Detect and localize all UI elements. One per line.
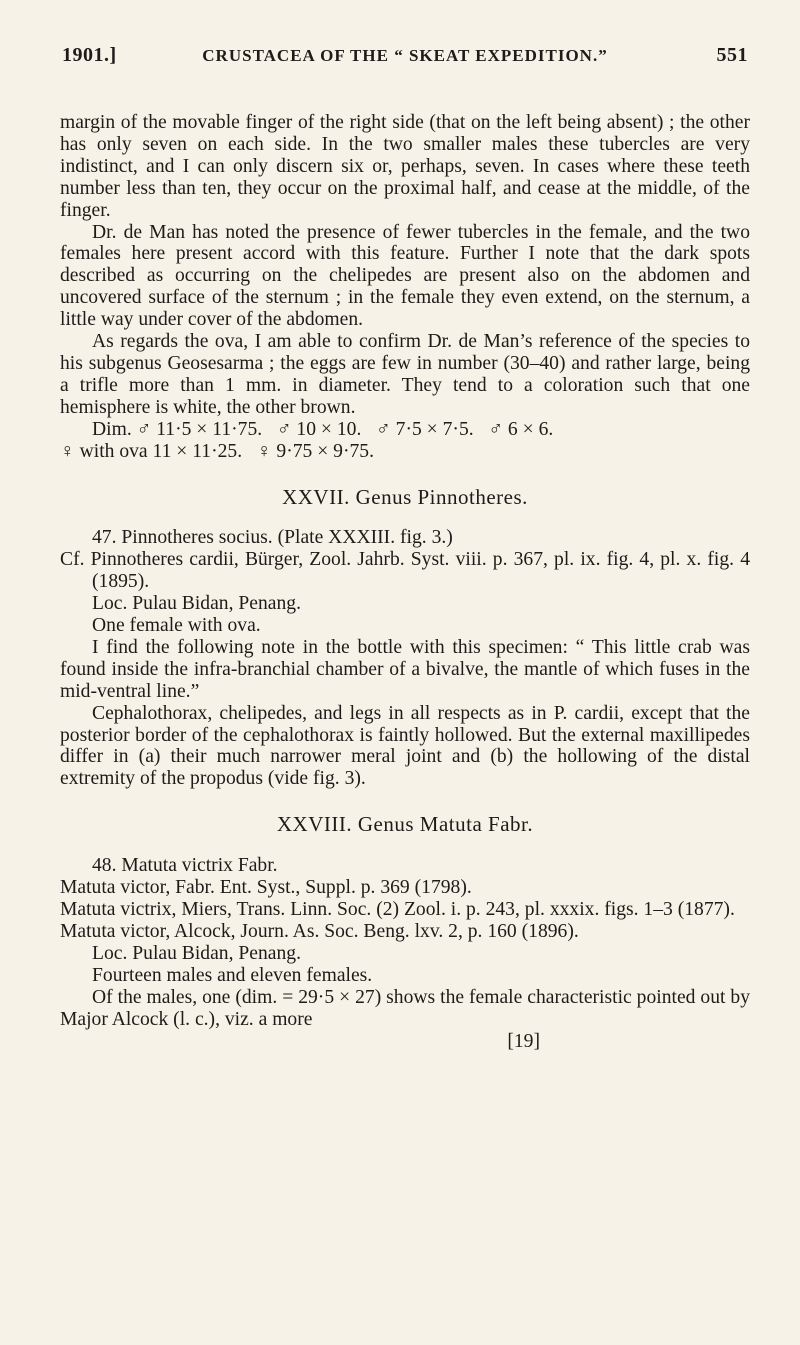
species-47-material: One female with ova. (92, 615, 261, 637)
paragraph-males: Of the males, one (dim. = 29·5 × 27) shows the female characteristic pointed out by Major Alcock (l. c.), viz. a more (60, 986, 750, 1030)
paragraph-ova: As regards the ova, I am able to confirm Dr. de Man’s reference of the species to his subgenus Geosesarma ; the eggs are few in number (30–40) and rather large, being a trifle more than 1 mm. in diameter. They tend to a coloration such that one hemisphere is white, the other brown. (60, 331, 750, 418)
species-47-reference: Cf. Pinnotheres cardii, Bürger, Zool. Jahrb. Syst. viii. p. 367, pl. ix. fig. 4, pl. x. fig. 4 (1895). (60, 549, 750, 593)
paragraph-tubercles: margin of the movable finger of the right side (that on the left being absent) ; the other has only seven on each side. In the two smaller males these tubercles are very indistinct, and I can only discern six or, perhaps, seven. In cases where these teeth number less than ten, they occur on the proximal half, and cease at the middle, of the finger. (60, 112, 750, 221)
species-48-title: 48. Matuta victrix Fabr. (92, 855, 278, 877)
reference-alcock: Matuta victor, Alcock, Journ. As. Soc. Beng. lxv. 2, p. 160 (1896). (60, 920, 579, 942)
page-number: 551 (716, 44, 748, 66)
dimensions-males: Dim. ♂ 11·5 × 11·75. ♂ 10 × 10. ♂ 7·5 × 7·5. ♂ 6 × 6. (92, 418, 554, 440)
signature-mark: [19] (507, 1031, 540, 1053)
section-heading-pinnotheres: XXVII. Genus Pinnotheres. (282, 484, 528, 509)
species-48-material: Fourteen males and eleven females. (92, 964, 373, 986)
running-header (62, 44, 748, 74)
year-bracket: 1901.] (62, 44, 117, 66)
reference-miers: Matuta victrix, Miers, Trans. Linn. Soc. (2) Zool. i. p. 243, pl. xxxix. figs. 1–3 (1877). (60, 899, 735, 920)
reference-fabricius: Matuta victor, Fabr. Ent. Syst., Suppl. p. 369 (1798). (60, 877, 472, 899)
species-47-locality: Loc. Pulau Bidan, Penang. (92, 593, 301, 615)
paragraph-bottle-note: I find the following note in the bottle with this specimen: “ This little crab was found inside the infra-branchial chamber of a bivalve, the mantle of which fuses in the mid-ventral line.” (60, 636, 750, 702)
species-48-locality: Loc. Pulau Bidan, Penang. (92, 942, 301, 964)
section-heading-matuta: XXVIII. Genus Matuta Fabr. (276, 812, 534, 837)
running-title: CRUSTACEA OF THE “ SKEAT EXPEDITION.” (202, 46, 608, 65)
paragraph-de-man: Dr. de Man has noted the presence of fewer tubercles in the female, and the two females here present accord with this feature. Further I note that the dark spots described as occurring on the chelipedes are present also on the abdomen and uncovered surface of the sternum ; in the female they even extend, on the sternum, a little way under cover of the abdomen. (60, 221, 750, 331)
species-47-title: 47. Pinnotheres socius. (Plate XXXIII. fig. 3.) (92, 527, 453, 549)
paragraph-cephalothorax: Cephalothorax, chelipedes, and legs in all respects as in P. cardii, except that the posterior border of the cephalothorax is faintly hollowed. But the external maxillipedes differ in (a) their much narrower meral joint and (b) the hollowing of the distal extremity of the propodus (vide fig. 3). (60, 702, 750, 790)
dimensions-females: ♀ with ova 11 × 11·25. ♀ 9·75 × 9·75. (60, 440, 374, 462)
text-body (60, 112, 750, 1053)
